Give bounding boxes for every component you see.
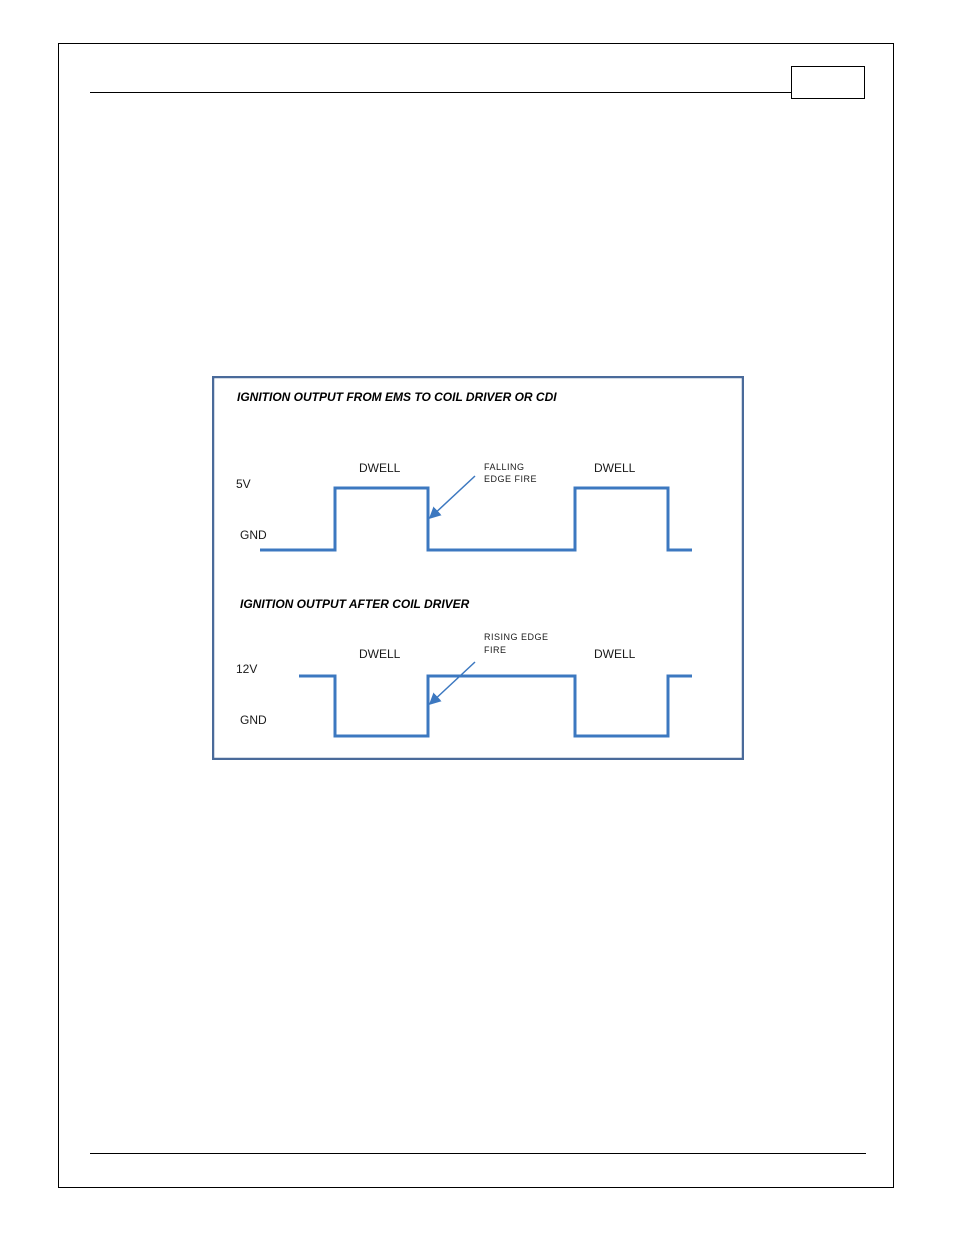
page-number-box: [791, 66, 865, 99]
top-ground-label: GND: [240, 528, 267, 542]
top-dwell-label-2: DWELL: [594, 461, 636, 475]
rising-edge-annotation-line-1: RISING EDGE: [484, 632, 549, 642]
falling-edge-annotation-line-2: EDGE FIRE: [484, 474, 538, 484]
ignition-waveform-figure: [212, 376, 744, 760]
bottom-dwell-label-1: DWELL: [359, 647, 401, 661]
footer-rule: [90, 1153, 866, 1154]
top-waveform-title: IGNITION OUTPUT FROM EMS TO COIL DRIVER OR CDI: [237, 390, 557, 404]
bottom-high-voltage-label: 12V: [236, 662, 258, 676]
top-dwell-label-1: DWELL: [359, 461, 401, 475]
bottom-ground-label: GND: [240, 713, 267, 727]
rising-edge-annotation-line-2: FIRE: [484, 645, 507, 655]
falling-edge-annotation-line-1: FALLING: [484, 462, 525, 472]
header-rule: [90, 92, 792, 93]
bottom-waveform-title: IGNITION OUTPUT AFTER COIL DRIVER: [240, 597, 470, 611]
top-high-voltage-label: 5V: [236, 477, 251, 491]
figure-border: [213, 377, 743, 759]
bottom-dwell-label-2: DWELL: [594, 647, 636, 661]
